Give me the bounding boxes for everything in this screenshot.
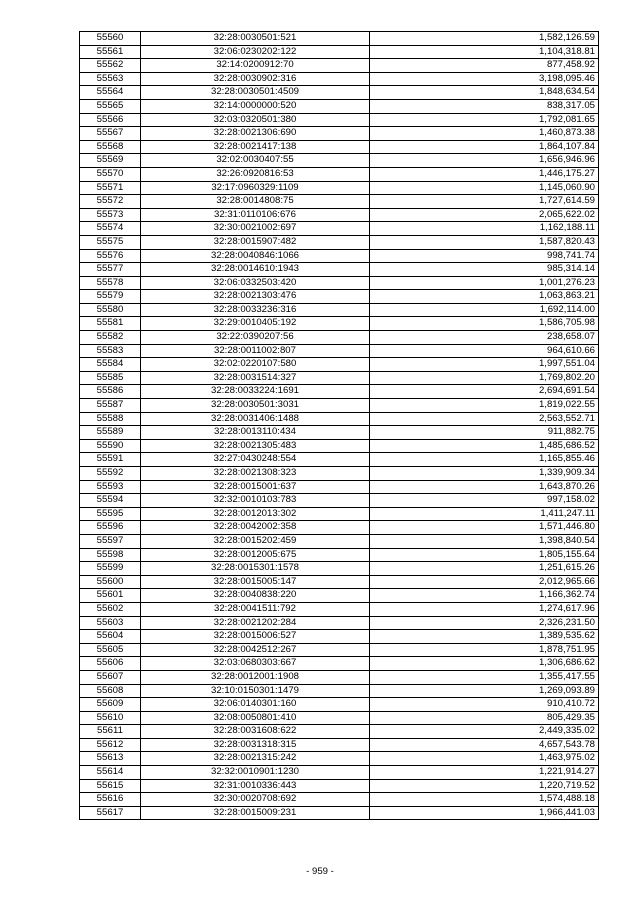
row-number-cell: 55567 <box>80 127 141 141</box>
table-row <box>80 167 599 181</box>
cadastral-number-cell: 32:08:0050801:410 <box>141 711 370 725</box>
cadastral-number-cell: 32:28:0030902:316 <box>141 72 370 86</box>
table-row <box>80 99 599 113</box>
amount-cell: 2,563,552.71 <box>370 412 599 426</box>
cadastral-number-cell: 32:29:0010405:192 <box>141 317 370 331</box>
cadastral-number-cell: 32:28:0014610:1943 <box>141 263 370 277</box>
row-number-cell: 55573 <box>80 208 141 222</box>
amount-cell: 1,355,417.55 <box>370 670 599 684</box>
table-row <box>80 127 599 141</box>
table-row <box>80 670 599 684</box>
cadastral-number-cell: 32:06:0332503:420 <box>141 276 370 290</box>
table-row <box>80 806 599 820</box>
amount-cell: 1,997,551.04 <box>370 358 599 372</box>
row-number-cell: 55589 <box>80 426 141 440</box>
amount-cell: 1,166,362.74 <box>370 589 599 603</box>
cadastral-number-cell: 32:28:0033236:316 <box>141 303 370 317</box>
cadastral-number-cell: 32:26:0920816:53 <box>141 167 370 181</box>
row-number-cell: 55583 <box>80 344 141 358</box>
table-row <box>80 303 599 317</box>
row-number-cell: 55579 <box>80 290 141 304</box>
row-number-cell: 55598 <box>80 548 141 562</box>
cadastral-number-cell: 32:28:0021315:242 <box>141 752 370 766</box>
cadastral-number-cell: 32:28:0013110:434 <box>141 426 370 440</box>
row-number-cell: 55577 <box>80 263 141 277</box>
table-row <box>80 426 599 440</box>
table-row <box>80 589 599 603</box>
cadastral-number-cell: 32:28:0015907:482 <box>141 235 370 249</box>
table-row <box>80 548 599 562</box>
cadastral-number-cell: 32:22:0390207:56 <box>141 331 370 345</box>
amount-cell: 997,158.02 <box>370 494 599 508</box>
amount-cell: 2,449,335.02 <box>370 725 599 739</box>
row-number-cell: 55588 <box>80 412 141 426</box>
amount-cell: 2,326,231.50 <box>370 616 599 630</box>
amount-cell: 1,878,751.95 <box>370 643 599 657</box>
amount-cell: 964,610.66 <box>370 344 599 358</box>
amount-cell: 1,446,175.27 <box>370 167 599 181</box>
cadastral-value-table <box>79 31 599 820</box>
amount-cell: 4,657,543.78 <box>370 738 599 752</box>
amount-cell: 1,306,686.62 <box>370 657 599 671</box>
amount-cell: 1,485,686.52 <box>370 439 599 453</box>
cadastral-number-cell: 32:28:0033224:1691 <box>141 385 370 399</box>
table-row <box>80 752 599 766</box>
table-row <box>80 779 599 793</box>
table-row <box>80 140 599 154</box>
cadastral-number-cell: 32:28:0015202:459 <box>141 534 370 548</box>
cadastral-number-cell: 32:28:0015301:1578 <box>141 562 370 576</box>
amount-cell: 1,411,247.11 <box>370 507 599 521</box>
table-row <box>80 453 599 467</box>
amount-cell: 3,198,095.46 <box>370 72 599 86</box>
row-number-cell: 55590 <box>80 439 141 453</box>
amount-cell: 1,587,820.43 <box>370 235 599 249</box>
table-row <box>80 657 599 671</box>
table-row <box>80 630 599 644</box>
cadastral-number-cell: 32:28:0030501:4509 <box>141 86 370 100</box>
table-row <box>80 439 599 453</box>
amount-cell: 2,694,691.54 <box>370 385 599 399</box>
amount-cell: 838,317.05 <box>370 99 599 113</box>
cadastral-number-cell: 32:28:0030501:521 <box>141 32 370 46</box>
row-number-cell: 55560 <box>80 32 141 46</box>
cadastral-number-cell: 32:27:0430248:554 <box>141 453 370 467</box>
cadastral-number-cell: 32:30:0020708:692 <box>141 793 370 807</box>
cadastral-number-cell: 32:02:0030407:55 <box>141 154 370 168</box>
amount-cell: 1,571,446.80 <box>370 521 599 535</box>
cadastral-number-cell: 32:28:0012013:302 <box>141 507 370 521</box>
row-number-cell: 55568 <box>80 140 141 154</box>
amount-cell: 2,012,965.66 <box>370 575 599 589</box>
table-row <box>80 331 599 345</box>
row-number-cell: 55608 <box>80 684 141 698</box>
table-row <box>80 766 599 780</box>
amount-cell: 1,966,441.03 <box>370 806 599 820</box>
amount-cell: 1,389,535.62 <box>370 630 599 644</box>
table-row <box>80 195 599 209</box>
table-row <box>80 399 599 413</box>
row-number-cell: 55617 <box>80 806 141 820</box>
amount-cell: 1,586,705.98 <box>370 317 599 331</box>
cadastral-number-cell: 32:28:0012005:675 <box>141 548 370 562</box>
row-number-cell: 55601 <box>80 589 141 603</box>
amount-cell: 1,398,840.54 <box>370 534 599 548</box>
cadastral-number-cell: 32:28:0015006:527 <box>141 630 370 644</box>
table-row <box>80 534 599 548</box>
table-row <box>80 643 599 657</box>
table-row <box>80 385 599 399</box>
table-body <box>80 32 599 820</box>
table-row <box>80 358 599 372</box>
amount-cell: 1,643,870.26 <box>370 480 599 494</box>
cadastral-number-cell: 32:28:0021202:284 <box>141 616 370 630</box>
cadastral-number-cell: 32:10:0150301:1479 <box>141 684 370 698</box>
row-number-cell: 55581 <box>80 317 141 331</box>
row-number-cell: 55565 <box>80 99 141 113</box>
amount-cell: 1,251,615.26 <box>370 562 599 576</box>
table-row <box>80 276 599 290</box>
amount-cell: 238,658.07 <box>370 331 599 345</box>
amount-cell: 1,463,975.02 <box>370 752 599 766</box>
amount-cell: 1,656,946.96 <box>370 154 599 168</box>
row-number-cell: 55597 <box>80 534 141 548</box>
row-number-cell: 55607 <box>80 670 141 684</box>
row-number-cell: 55596 <box>80 521 141 535</box>
table-row <box>80 698 599 712</box>
amount-cell: 1,805,155.64 <box>370 548 599 562</box>
table-row <box>80 725 599 739</box>
cadastral-number-cell: 32:28:0015001:637 <box>141 480 370 494</box>
cadastral-number-cell: 32:28:0011002:807 <box>141 344 370 358</box>
cadastral-number-cell: 32:28:0030501:3031 <box>141 399 370 413</box>
table-row <box>80 249 599 263</box>
table-row <box>80 602 599 616</box>
table-row <box>80 72 599 86</box>
row-number-cell: 55612 <box>80 738 141 752</box>
table-row <box>80 222 599 236</box>
row-number-cell: 55575 <box>80 235 141 249</box>
cadastral-number-cell: 32:06:0140301:160 <box>141 698 370 712</box>
amount-cell: 911,882.75 <box>370 426 599 440</box>
table-row <box>80 467 599 481</box>
row-number-cell: 55563 <box>80 72 141 86</box>
cadastral-number-cell: 32:28:0042512:267 <box>141 643 370 657</box>
table-row <box>80 181 599 195</box>
table-row <box>80 371 599 385</box>
row-number-cell: 55564 <box>80 86 141 100</box>
amount-cell: 910,410.72 <box>370 698 599 712</box>
amount-cell: 1,162,188.11 <box>370 222 599 236</box>
cadastral-number-cell: 32:28:0041511:792 <box>141 602 370 616</box>
amount-cell: 1,274,617.96 <box>370 602 599 616</box>
table-row <box>80 494 599 508</box>
cadastral-number-cell: 32:28:0021303:476 <box>141 290 370 304</box>
amount-cell: 1,145,060.90 <box>370 181 599 195</box>
row-number-cell: 55592 <box>80 467 141 481</box>
cadastral-number-cell: 32:28:0015009:231 <box>141 806 370 820</box>
table-row <box>80 154 599 168</box>
row-number-cell: 55606 <box>80 657 141 671</box>
cadastral-number-cell: 32:28:0031406:1488 <box>141 412 370 426</box>
cadastral-number-cell: 32:30:0021002:697 <box>141 222 370 236</box>
amount-cell: 1,221,914.27 <box>370 766 599 780</box>
cadastral-number-cell: 32:28:0012001:1908 <box>141 670 370 684</box>
table-row <box>80 317 599 331</box>
amount-cell: 1,460,873.38 <box>370 127 599 141</box>
table-row <box>80 412 599 426</box>
cadastral-number-cell: 32:28:0040846:1066 <box>141 249 370 263</box>
cadastral-number-cell: 32:28:0031514:327 <box>141 371 370 385</box>
row-number-cell: 55615 <box>80 779 141 793</box>
row-number-cell: 55614 <box>80 766 141 780</box>
page-number: - 959 - <box>306 866 334 877</box>
amount-cell: 1,864,107.84 <box>370 140 599 154</box>
row-number-cell: 55576 <box>80 249 141 263</box>
amount-cell: 805,429.35 <box>370 711 599 725</box>
amount-cell: 1,574,488.18 <box>370 793 599 807</box>
amount-cell: 877,458.92 <box>370 59 599 73</box>
cadastral-number-cell: 32:28:0015005:147 <box>141 575 370 589</box>
table-row <box>80 684 599 698</box>
row-number-cell: 55604 <box>80 630 141 644</box>
table-row <box>80 86 599 100</box>
row-number-cell: 55591 <box>80 453 141 467</box>
amount-cell: 985,314.14 <box>370 263 599 277</box>
table-row <box>80 32 599 46</box>
amount-cell: 1,582,126.59 <box>370 32 599 46</box>
row-number-cell: 55566 <box>80 113 141 127</box>
cadastral-number-cell: 32:28:0031318:315 <box>141 738 370 752</box>
row-number-cell: 55562 <box>80 59 141 73</box>
row-number-cell: 55569 <box>80 154 141 168</box>
row-number-cell: 55595 <box>80 507 141 521</box>
table-row <box>80 793 599 807</box>
table-row <box>80 45 599 59</box>
row-number-cell: 55584 <box>80 358 141 372</box>
row-number-cell: 55611 <box>80 725 141 739</box>
row-number-cell: 55609 <box>80 698 141 712</box>
table-row <box>80 711 599 725</box>
row-number-cell: 55574 <box>80 222 141 236</box>
cadastral-number-cell: 32:28:0021417:138 <box>141 140 370 154</box>
row-number-cell: 55587 <box>80 399 141 413</box>
table-row <box>80 263 599 277</box>
cadastral-number-cell: 32:28:0042002:358 <box>141 521 370 535</box>
cadastral-number-cell: 32:32:0010901:1230 <box>141 766 370 780</box>
row-number-cell: 55578 <box>80 276 141 290</box>
table-row <box>80 208 599 222</box>
row-number-cell: 55572 <box>80 195 141 209</box>
row-number-cell: 55600 <box>80 575 141 589</box>
amount-cell: 1,063,863.21 <box>370 290 599 304</box>
amount-cell: 1,792,081.65 <box>370 113 599 127</box>
table-row <box>80 616 599 630</box>
table-row <box>80 507 599 521</box>
row-number-cell: 55580 <box>80 303 141 317</box>
row-number-cell: 55603 <box>80 616 141 630</box>
cadastral-number-cell: 32:32:0010103:783 <box>141 494 370 508</box>
cadastral-number-cell: 32:28:0021308:323 <box>141 467 370 481</box>
cadastral-number-cell: 32:31:0110106:676 <box>141 208 370 222</box>
amount-cell: 1,848,634.54 <box>370 86 599 100</box>
cadastral-number-cell: 32:28:0031608:622 <box>141 725 370 739</box>
cadastral-number-cell: 32:28:0040838:220 <box>141 589 370 603</box>
table-row <box>80 235 599 249</box>
cadastral-number-cell: 32:03:0680303:667 <box>141 657 370 671</box>
table-row <box>80 562 599 576</box>
row-number-cell: 55616 <box>80 793 141 807</box>
amount-cell: 1,269,093.89 <box>370 684 599 698</box>
row-number-cell: 55599 <box>80 562 141 576</box>
row-number-cell: 55613 <box>80 752 141 766</box>
table-row <box>80 59 599 73</box>
cadastral-number-cell: 32:03:0320501:380 <box>141 113 370 127</box>
amount-cell: 1,727,614.59 <box>370 195 599 209</box>
cadastral-number-cell: 32:02:0220107:580 <box>141 358 370 372</box>
amount-cell: 1,692,114.00 <box>370 303 599 317</box>
amount-cell: 998,741.74 <box>370 249 599 263</box>
row-number-cell: 55593 <box>80 480 141 494</box>
cadastral-number-cell: 32:28:0021305:483 <box>141 439 370 453</box>
amount-cell: 2,065,622.02 <box>370 208 599 222</box>
table-row <box>80 480 599 494</box>
row-number-cell: 55571 <box>80 181 141 195</box>
amount-cell: 1,220,719.52 <box>370 779 599 793</box>
cadastral-number-cell: 32:14:0000000:520 <box>141 99 370 113</box>
table-row <box>80 575 599 589</box>
amount-cell: 1,001,276.23 <box>370 276 599 290</box>
row-number-cell: 55602 <box>80 602 141 616</box>
table-row <box>80 113 599 127</box>
row-number-cell: 55586 <box>80 385 141 399</box>
amount-cell: 1,339,909.34 <box>370 467 599 481</box>
cadastral-number-cell: 32:28:0021306:690 <box>141 127 370 141</box>
row-number-cell: 55594 <box>80 494 141 508</box>
cadastral-number-cell: 32:31:0010336:443 <box>141 779 370 793</box>
table-row <box>80 521 599 535</box>
row-number-cell: 55610 <box>80 711 141 725</box>
cadastral-number-cell: 32:28:0014808:75 <box>141 195 370 209</box>
amount-cell: 1,104,318.81 <box>370 45 599 59</box>
row-number-cell: 55561 <box>80 45 141 59</box>
amount-cell: 1,769,802.20 <box>370 371 599 385</box>
row-number-cell: 55585 <box>80 371 141 385</box>
cadastral-number-cell: 32:06:0230202:122 <box>141 45 370 59</box>
cadastral-number-cell: 32:17:0960329:1109 <box>141 181 370 195</box>
table-row <box>80 738 599 752</box>
amount-cell: 1,165,855.46 <box>370 453 599 467</box>
amount-cell: 1,819,022.55 <box>370 399 599 413</box>
cadastral-number-cell: 32:14:0200912:70 <box>141 59 370 73</box>
row-number-cell: 55582 <box>80 331 141 345</box>
row-number-cell: 55570 <box>80 167 141 181</box>
table-row <box>80 344 599 358</box>
table-row <box>80 290 599 304</box>
row-number-cell: 55605 <box>80 643 141 657</box>
